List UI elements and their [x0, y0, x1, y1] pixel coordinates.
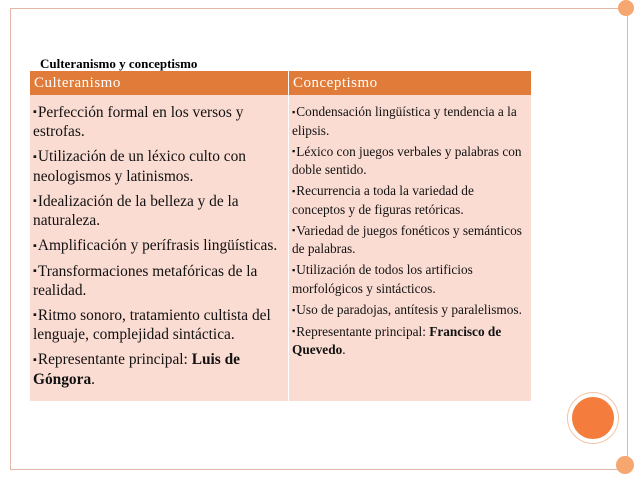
header-culteranismo: Culteranismo [30, 71, 289, 95]
bullet-icon: ▪ [33, 264, 37, 277]
item-text: Uso de paradojas, antítesis y paralelismos. [296, 302, 522, 318]
list-item [292, 103, 527, 140]
item-bold-text: Luis de Góngora [33, 351, 241, 388]
item-text: Utilización de un léxico culto con neologismos y latinismos. [33, 148, 246, 185]
bullet-icon: ▪ [33, 150, 37, 163]
decorative-circle-large [568, 393, 618, 443]
item-after-text: . [342, 342, 346, 358]
decorative-circle-top [618, 0, 634, 16]
item-text: Transformaciones metafóricas de la realidad. [33, 262, 258, 299]
item-bold-text: Francisco de Quevedo [292, 323, 502, 358]
list-item [33, 262, 284, 300]
list-item [292, 222, 527, 259]
list-item [292, 143, 527, 180]
bullet-icon: ▪ [292, 147, 296, 158]
comparison-table [30, 71, 532, 401]
bullet-icon: ▪ [292, 186, 296, 197]
item-text: Léxico con juegos verbales y palabras con doble sentido. [292, 143, 522, 178]
item-text: Amplificación y perífrasis lingüísticas. [37, 237, 278, 255]
bullet-icon: ▪ [292, 327, 296, 338]
list-item [33, 236, 284, 255]
list-item [33, 350, 284, 388]
bullet-icon: ▪ [292, 226, 296, 237]
table-body-row [30, 95, 532, 401]
item-text: Ritmo sonoro, tratamiento cultista del lenguaje, complejidad sintáctica. [33, 306, 271, 344]
bullet-icon: ▪ [292, 266, 296, 277]
header-conceptismo: Conceptismo [289, 71, 532, 95]
item-after-text: . [91, 370, 96, 388]
bullet-icon: ▪ [292, 107, 296, 118]
bullet-icon: ▪ [292, 305, 296, 316]
bullet-icon: ▪ [33, 106, 37, 119]
item-text: Representante principal: [37, 351, 192, 369]
item-text: Idealización de la belleza y de la naturaleza. [33, 192, 239, 230]
bullet-icon: ▪ [33, 309, 37, 322]
item-text: Recurrencia a toda la variedad de conceptos y de figuras retóricas. [292, 183, 474, 217]
slide-title: Culteranismo y conceptismo [40, 56, 198, 71]
item-text: Perfección formal en los versos y estrofas. [33, 104, 244, 141]
conceptismo-list [292, 103, 527, 359]
item-text: Utilización de todos los artificios morfológicos y sintácticos. [292, 262, 473, 297]
bullet-icon: ▪ [33, 195, 37, 208]
list-item [292, 261, 527, 298]
culteranismo-list [33, 103, 284, 389]
conceptismo-cell [289, 95, 532, 401]
item-text: Variedad de juegos fonéticos y semánticos de palabras. [292, 222, 522, 257]
list-item [292, 301, 527, 320]
item-text: Condensación lingüística y tendencia a la elipsis. [292, 104, 517, 138]
bullet-icon: ▪ [33, 353, 37, 366]
list-item [33, 306, 284, 344]
decorative-circle-bottom [616, 456, 634, 474]
bullet-icon: ▪ [33, 239, 37, 252]
list-item [292, 323, 527, 360]
list-item [33, 147, 284, 185]
list-item [33, 192, 284, 230]
table-header-row [30, 71, 532, 95]
item-text: Representante principal: [296, 323, 430, 339]
list-item [292, 182, 527, 219]
culteranismo-cell [30, 95, 289, 401]
list-item [33, 103, 284, 141]
